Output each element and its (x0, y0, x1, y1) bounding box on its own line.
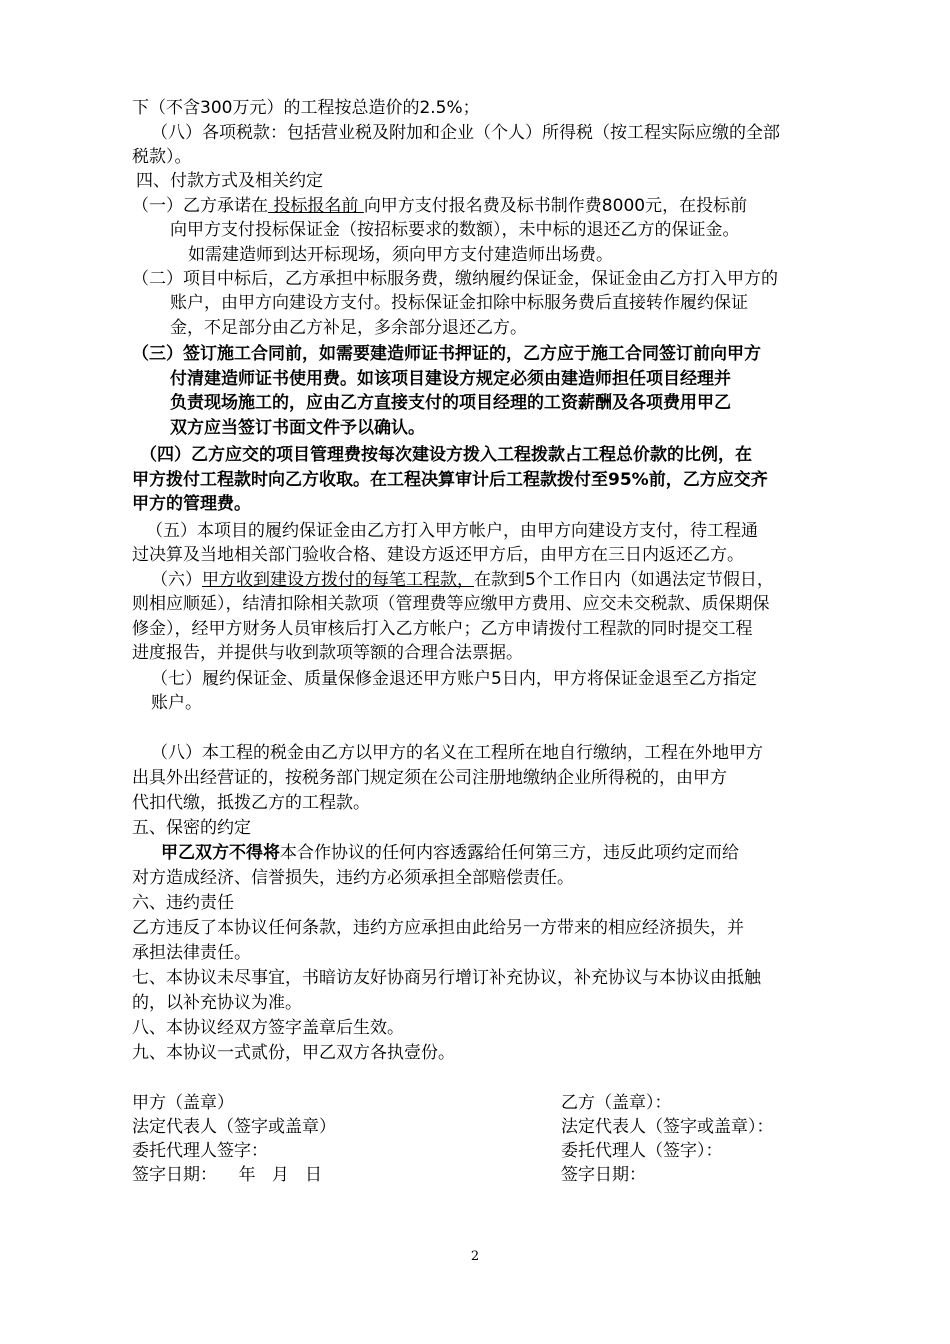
text-line: 向甲方支付投标保证金（按招标要求的数额），未中标的退还乙方的保证金。 (170, 220, 740, 240)
party-b-date: 签字日期： (561, 1165, 646, 1185)
text-line-bold: 双方应当签订书面文件予以确认。 (170, 418, 425, 438)
party-b-legal-rep: 法定代表人（签字或盖章）： (561, 1117, 774, 1137)
text-line: 出具外出经营证的，按税务部门规定须在公司注册地缴纳企业所得税的，由甲方 (132, 768, 727, 788)
text-line: （五）本项目的履约保证金由乙方打入甲方帐户，由甲方向建设方支付，待工程通 (146, 521, 758, 541)
text-line-bold: 甲方拨付工程款时向乙方收取。在工程决算审计后工程款拨付至95%前，乙方应交齐 (132, 470, 768, 490)
text-line (151, 568, 774, 592)
section-heading: 六、违约责任 (132, 893, 234, 913)
text-line (161, 841, 739, 865)
text-line: （二）项目中标后，乙方承担中标服务费，缴纳履约保证金，保证金由乙方打入甲方的 (132, 269, 778, 289)
text-line (132, 194, 747, 218)
text-segment: （一）乙方承诺在 (132, 196, 268, 216)
section-heading: 四、付款方式及相关约定 (136, 171, 323, 191)
text-line: 则相应顺延），结清扣除相关款项（管理费等应缴甲方费用、应交未交税款、质保期保 (132, 594, 770, 614)
party-a-agent: 委托代理人签字： (132, 1141, 268, 1161)
party-b-seal: 乙方（盖章）： (561, 1093, 672, 1113)
text-line: 金，不足部分由乙方补足，多余部分退还乙方。 (170, 318, 527, 338)
party-a-seal: 甲方（盖章） (132, 1093, 234, 1113)
text-line: 账户。 (151, 693, 202, 713)
text-segment: 在款到5个工作日内（如遇法定节假日， (474, 570, 774, 590)
party-b-agent: 委托代理人（签字）： (561, 1141, 723, 1161)
text-line: 乙方违反了本协议任何条款，违约方应承担由此给另一方带来的相应经济损失，并 (132, 918, 744, 938)
text-line: （七）履约保证金、质量保修金退还甲方账户5日内，甲方将保证金退至乙方指定 (151, 669, 757, 689)
text-line: 如需建造师到达开标现场，须向甲方支付建造师出场费。 (188, 245, 613, 265)
text-segment: 本合作协议的任何内容透露给任何第三方，违反此项约定而给 (280, 843, 739, 863)
text-line: 的，以补充协议为准。 (132, 993, 302, 1013)
text-line: （八）本工程的税金由乙方以甲方的名义在工程所在地自行缴纳，工程在外地甲方 (151, 743, 763, 763)
text-line: 下（不含300万元）的工程按总造价的2.5%； (132, 98, 480, 118)
text-line: 账户，由甲方向建设方支付。投标保证金扣除中标服务费后直接转作履约保证 (170, 293, 748, 313)
underlined-text: 甲方收到建设方拨付的每笔工程款， (202, 570, 474, 590)
text-line: （八）各项税款：包括营业税及附加和企业（个人）所得税（按工程实际应缴的全部 (151, 123, 780, 143)
text-line: 对方造成经济、信誉损失，违约方必须承担全部赔偿责任。 (132, 868, 574, 888)
page-number: 2 (470, 1249, 480, 1264)
text-line-bold: （三）签订施工合同前，如需要建造师证书押证的，乙方应于施工合同签订前向甲方 (132, 344, 761, 364)
text-segment: 向甲方支付报名费及标书制作费8000元，在投标前 (363, 196, 748, 216)
text-line: 九、本协议一式贰份，甲乙双方各执壹份。 (132, 1043, 455, 1063)
underlined-blank: 投标报名前 (268, 196, 364, 216)
text-line: 七、本协议未尽事宜，书暗访友好协商另行增订补充协议，补充协议与本协议由抵触 (132, 968, 761, 988)
text-line: 修金），经甲方财务人员审核后打入乙方帐户；乙方申请拨付工程款的同时提交工程 (132, 619, 753, 639)
text-line: 税款）。 (132, 147, 192, 167)
text-line-bold: 甲方的管理费。 (132, 494, 251, 514)
text-line: 进度报告，并提供与收到款项等额的合理合法票据。 (132, 643, 523, 663)
text-line: 代扣代缴，抵拨乙方的工程款。 (132, 793, 370, 813)
section-heading: 五、保密的约定 (132, 818, 251, 838)
text-line: 过决算及当地相关部门验收合格、建设方返还甲方后，由甲方在三日内返还乙方。 (132, 545, 744, 565)
text-line: 承担法律责任。 (132, 943, 251, 963)
text-segment-bold: 甲乙双方不得将 (161, 843, 280, 863)
text-segment: （六） (151, 570, 202, 590)
party-a-date: 签字日期： 年 月 日 (132, 1165, 323, 1185)
text-line-bold: 付清建造师证书使用费。如该项目建设方规定必须由建造师担任项目经理并 (170, 369, 731, 389)
text-line: 八、本协议经双方签字盖章后生效。 (132, 1018, 404, 1038)
party-a-legal-rep: 法定代表人（签字或盖章） (132, 1117, 336, 1137)
text-line-bold: 负责现场施工的，应由乙方直接支付的项目经理的工资薪酬及各项费用甲乙 (170, 393, 731, 413)
text-line-bold: （四）乙方应交的项目管理费按每次建设方拨入工程拨款占工程总价款的比例，在 (140, 445, 752, 465)
